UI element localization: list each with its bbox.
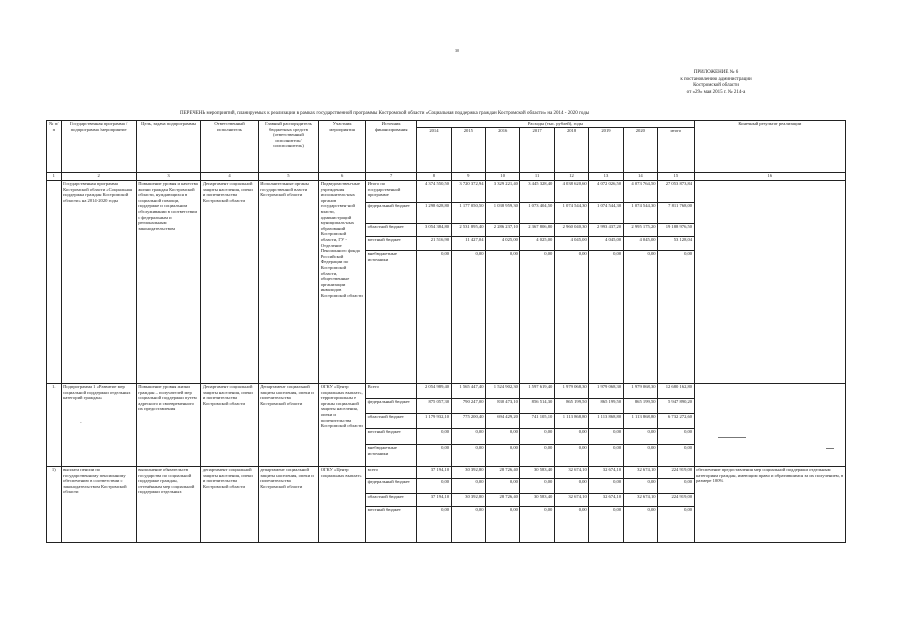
year-value: 1 113 868,80: [554, 414, 588, 429]
year-value: 0,00: [451, 507, 485, 543]
appendix-header: [636, 70, 796, 96]
year-value: 1 074 544,30: [554, 203, 588, 224]
year-value: 0,00: [520, 251, 554, 384]
total-value: 6 732 272,60: [658, 414, 695, 429]
appendix-line: от «29» мая 2015 г. № 214-а: [686, 89, 746, 95]
header-goal: Цель, задача подпрограммы: [136, 121, 201, 173]
funding-source: внебюджетные источники: [366, 445, 417, 467]
year-value: 30 583,40: [520, 467, 554, 479]
year-value: 865 199,50: [554, 399, 588, 414]
budget-manager: департамент социальной защиты населения, опеки и попечительства Костромской области: [258, 467, 318, 543]
year-value: 30 583,40: [520, 494, 554, 507]
total-value: 0,00: [658, 429, 695, 445]
header-source: Источник финансирования: [366, 121, 417, 173]
funding-source: местный бюджет: [366, 429, 417, 445]
row-number: 1.: [47, 384, 62, 467]
year-value: 0,00: [451, 429, 485, 445]
year-value: 0,00: [486, 429, 520, 445]
total-value: 19 188 976,50: [658, 224, 695, 237]
final-result: [694, 181, 845, 384]
header-year: 2017: [520, 128, 554, 173]
year-value: 37 194,10: [417, 467, 451, 479]
funding-source: местный бюджет: [366, 237, 417, 251]
header-expenses: Расходы (тыс. рублей), годы: [417, 121, 694, 128]
scan-mark: [718, 437, 746, 438]
year-value: 1 298 628,80: [417, 203, 451, 224]
executor: Департамент социальной защиты населения, опеки и попечительства Костромской области: [201, 384, 258, 467]
year-value: 0,00: [554, 445, 588, 467]
year-value: 775 200,40: [451, 414, 485, 429]
total-value: 7 811 768,00: [658, 203, 695, 224]
appendix-line: к постановлению администрации: [680, 76, 752, 82]
year-value: 0,00: [417, 479, 451, 494]
measures-table: [46, 120, 846, 543]
document-title: ПЕРЕЧЕНЬ мероприятий, планируемых к реализации в рамках государственной программы Костромской области «Социальная поддержка граждан Костромской области» на 2014 - 2020 годы: [180, 111, 590, 116]
year-value: 32 674,10: [623, 494, 657, 507]
year-value: 1 038 959,30: [486, 203, 520, 224]
year-value: 856 514,30: [520, 399, 554, 414]
header-no: № п/п: [47, 121, 62, 173]
column-index: 13: [589, 173, 623, 181]
year-value: 4 025,00: [520, 237, 554, 251]
column-index: 8: [417, 173, 451, 181]
year-value: 32 674,10: [554, 467, 588, 479]
total-value: 12 680 162,80: [658, 384, 695, 399]
year-value: 0,00: [486, 251, 520, 384]
year-value: 11 427,04: [451, 237, 485, 251]
year-value: 0,00: [451, 251, 485, 384]
total-value: 0,00: [658, 479, 695, 494]
scan-dot: -: [80, 421, 82, 426]
year-value: 0,00: [520, 507, 554, 543]
appendix-line: Костромской области: [693, 83, 739, 89]
year-value: 21 516,90: [417, 237, 451, 251]
year-value: 0,00: [486, 507, 520, 543]
funding-source: местный бюджет: [366, 507, 417, 543]
funding-source: областной бюджет: [366, 414, 417, 429]
year-value: 3 445 328,40: [520, 181, 554, 203]
year-value: 0,00: [417, 507, 451, 543]
year-value: 0,00: [554, 429, 588, 445]
year-value: 0,00: [623, 507, 657, 543]
year-value: 0,00: [554, 251, 588, 384]
year-value: 3 329 221,40: [486, 181, 520, 203]
year-value: 1 113 868,80: [589, 414, 623, 429]
table-row: [47, 467, 846, 479]
header-result: Конечный результат реализации: [694, 121, 845, 173]
year-value: 0,00: [486, 479, 520, 494]
budget-manager: Исполнительные органы государственной власти Костромской области: [258, 181, 318, 384]
table-body: [47, 181, 846, 543]
total-value: 0,00: [658, 507, 695, 543]
funding-source: внебюджетные источники: [366, 251, 417, 384]
goal: Повышение уровня и качества жизни граждан Костромской области, нуждающихся в социальной помощи, поддержке и социальном обслуживании в соответствии с федеральным и региональным законодательством: [136, 181, 201, 384]
budget-manager: Департамент социальной защиты населения, опеки и попечительства Костромской области: [258, 384, 318, 467]
total-value: 0,00: [658, 445, 695, 467]
year-value: 0,00: [589, 507, 623, 543]
year-value: 0,00: [417, 445, 451, 467]
year-value: 0,00: [589, 445, 623, 467]
header-year: 2020: [623, 128, 657, 173]
year-value: 2 286 237,10: [486, 224, 520, 237]
column-index: 5: [258, 173, 318, 181]
row-number: [47, 181, 62, 384]
year-value: 1 565 447,40: [451, 384, 485, 399]
year-value: 4 025,00: [486, 237, 520, 251]
year-value: 4 073 764,50: [623, 181, 657, 203]
participant: ОГКУ «Центр социальных выплат», территориальны е органы социальной защиты населения, опеки и попечительства Костромской области: [319, 384, 366, 467]
goal: Повышение уровня жизни граждан – получателей мер социальной поддержки путем адресного и своевременного их предоставления: [136, 384, 201, 467]
total-value: 0,00: [658, 251, 695, 384]
header-executor: Ответственный исполнитель: [201, 121, 258, 173]
year-value: 32 674,10: [554, 494, 588, 507]
year-value: 2 367 806,80: [520, 224, 554, 237]
year-value: 2 993 437,20: [589, 224, 623, 237]
year-value: 30 392,80: [451, 467, 485, 479]
column-index: 4: [201, 173, 258, 181]
column-index: 2: [61, 173, 136, 181]
year-value: 0,00: [623, 251, 657, 384]
year-value: 1 177 050,50: [451, 203, 485, 224]
year-value: 2 960 040,30: [554, 224, 588, 237]
program-name: Подпрограмма 1 «Развитие мер социальной поддержки отдельных категорий граждан»: [61, 384, 136, 467]
year-value: 3 720 372,94: [451, 181, 485, 203]
funding-source: Всего: [366, 384, 417, 399]
year-value: 1 074 544,30: [623, 203, 657, 224]
year-value: 0,00: [486, 445, 520, 467]
year-value: 0,00: [451, 479, 485, 494]
funding-source: областной бюджет: [366, 494, 417, 507]
year-value: 1 597 619,40: [520, 384, 554, 399]
year-value: 790 247,00: [451, 399, 485, 414]
year-value: 1 979 068,30: [589, 384, 623, 399]
year-value: 0,00: [554, 507, 588, 543]
final-result: [694, 384, 845, 467]
column-index: 7: [366, 173, 417, 181]
year-value: 3 054 384,80: [417, 224, 451, 237]
scan-mark: [826, 448, 834, 449]
year-value: 4 045,00: [623, 237, 657, 251]
program-name: Государственная программа Костромской области «Социальная поддержка граждан Костромской области» на 2014-2020 годы: [61, 181, 136, 384]
table-row: [47, 384, 846, 399]
total-value: 5 947 890,20: [658, 399, 695, 414]
year-value: 875 057,30: [417, 399, 451, 414]
participant: ОГКУ «Центр социальных выплат»: [319, 467, 366, 543]
column-index: 16: [694, 173, 845, 181]
column-index: 1: [47, 173, 62, 181]
year-value: 4 374 550,50: [417, 181, 451, 203]
header-year: 2016: [486, 128, 520, 173]
year-value: 0,00: [623, 445, 657, 467]
executor: департамент социальной защиты населения, опеки и попечительства Костромской области: [201, 467, 258, 543]
table-row: [47, 181, 846, 203]
year-value: 28 726,40: [486, 494, 520, 507]
year-value: 741 105,10: [520, 414, 554, 429]
year-value: 4 045,00: [554, 237, 588, 251]
header-manager: Главный распорядитель бюджетных средств (ответственный исполнитель/соисполнитель): [258, 121, 318, 173]
year-value: 0,00: [623, 429, 657, 445]
year-value: 0,00: [451, 445, 485, 467]
final-result: обеспечение предоставления мер социальной поддержки отдельным категориям граждан, имеющим право и обратившимся за их получением, в размере 100%: [694, 467, 845, 543]
year-value: 1 979 068,30: [554, 384, 588, 399]
total-value: 224 919,00: [658, 494, 695, 507]
appendix-line: ПРИЛОЖЕНИЕ № 6: [693, 70, 739, 75]
year-value: 1 979 068,30: [623, 384, 657, 399]
goal: выполнение обязательств государства по социальной поддержке граждан, оттенённым мер социальной поддержки отдельных: [136, 467, 201, 543]
header-year: 2018: [554, 128, 588, 173]
header-year: 2015: [451, 128, 485, 173]
year-value: 2 531 895,40: [451, 224, 485, 237]
year-value: 865 199,50: [589, 399, 623, 414]
year-value: 2 054 989,40: [417, 384, 451, 399]
column-index: 11: [520, 173, 554, 181]
funding-source: федеральный бюджет: [366, 203, 417, 224]
total-value: 27 053 873,84: [658, 181, 695, 203]
funding-source: федеральный бюджет: [366, 399, 417, 414]
year-value: 0,00: [417, 429, 451, 445]
year-value: 0,00: [589, 479, 623, 494]
year-value: 0,00: [417, 251, 451, 384]
year-value: 0,00: [623, 479, 657, 494]
funding-source: Итого по государственной программе: [366, 181, 417, 203]
year-value: 0,00: [554, 479, 588, 494]
executor: Департамент социальной защиты населения, опеки и попечительства Костромской области: [201, 181, 258, 384]
funding-source: всего: [366, 467, 417, 479]
header-total: итого: [658, 128, 695, 173]
total-value: 53 128,04: [658, 237, 695, 251]
column-index: 9: [451, 173, 485, 181]
year-value: 28 726,40: [486, 467, 520, 479]
column-index-row: [47, 173, 846, 181]
year-value: 0,00: [520, 479, 554, 494]
year-value: 694 429,20: [486, 414, 520, 429]
year-value: 32 674,10: [589, 494, 623, 507]
column-index: 14: [623, 173, 657, 181]
column-index: 15: [658, 173, 695, 181]
year-value: 4 038 620,60: [554, 181, 588, 203]
participant: Подведомствен-ные учреждения исполнитель-ных органов государствен-ной власти, администраций муниципаль-ных образований Костромской области, ГУ - Отделение Пенсионного фонда Российской Федерации по Костромской области, общественные организации инвалидов Костромской области: [319, 181, 366, 384]
year-value: 0,00: [520, 429, 554, 445]
year-value: 1 113 868,80: [623, 414, 657, 429]
year-value: 0,00: [520, 445, 554, 467]
year-value: 865 199,50: [623, 399, 657, 414]
year-value: 2 995 175,20: [623, 224, 657, 237]
row-number: 1): [47, 467, 62, 543]
year-value: 1 524 902,30: [486, 384, 520, 399]
header-year: 2019: [589, 128, 623, 173]
year-value: 1 179 932,10: [417, 414, 451, 429]
total-value: 224 919,00: [658, 467, 695, 479]
header-program: Государственная программа /подпрограмма /мероприятие: [61, 121, 136, 173]
header-year: 2014: [417, 128, 451, 173]
year-value: 830 473,10: [486, 399, 520, 414]
year-value: 4 045,00: [589, 237, 623, 251]
program-name: выплата пенсии по государственному пенсионному обеспечению в соответствии с законодательством Костромской области: [61, 467, 136, 543]
column-index: 3: [136, 173, 201, 181]
column-index: 10: [486, 173, 520, 181]
year-value: 30 392,80: [451, 494, 485, 507]
year-value: 4 072 026,50: [589, 181, 623, 203]
year-value: 0,00: [589, 429, 623, 445]
header-participant: Участник мероприятия: [319, 121, 366, 173]
funding-source: федеральный бюджет: [366, 479, 417, 494]
column-index: 6: [319, 173, 366, 181]
column-index: 12: [554, 173, 588, 181]
year-value: 0,00: [589, 251, 623, 384]
year-value: 32 674,10: [623, 467, 657, 479]
year-value: 1 073 404,50: [520, 203, 554, 224]
page-number: 30: [455, 48, 459, 53]
year-value: 32 674,10: [589, 467, 623, 479]
funding-source: областной бюджет: [366, 224, 417, 237]
year-value: 1 074 544,30: [589, 203, 623, 224]
year-value: 37 194,10: [417, 494, 451, 507]
